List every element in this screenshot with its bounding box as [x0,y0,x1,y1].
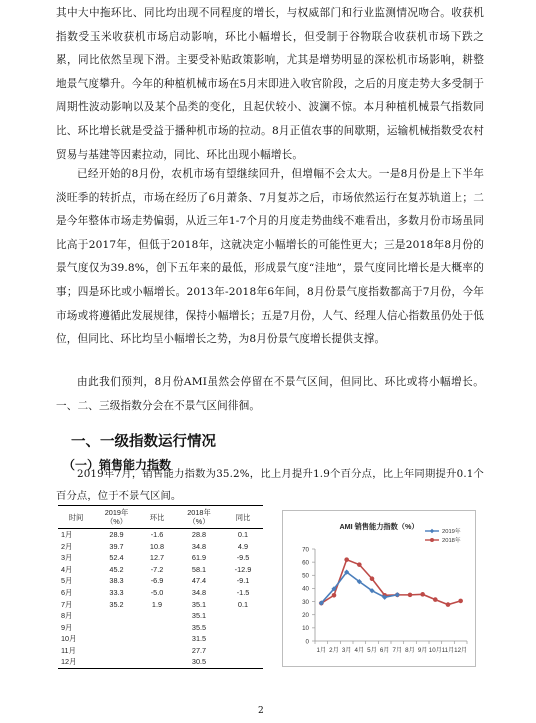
cell-2018: 35.5 [191,622,207,632]
cell-month: 10月 [61,634,77,644]
cell-2019: 38.3 [109,576,124,586]
table-row [58,621,263,633]
x-tick-label: 4月 [354,647,365,654]
table-row [58,552,263,564]
x-tick-label: 7月 [392,647,403,654]
legend-label-2018: 2018年 [442,538,461,545]
cell-yoy: -1.5 [236,588,250,597]
cell-yoy [223,644,263,656]
paragraph-sales-index: 2019年7月，销售能力指数为35.2%，比上月提升1.9个百分点，比上年同期提升0.1个百分点，位于不景气区间。 [56,468,484,502]
table-row [58,656,263,668]
paragraph-market-analysis: 其中大中拖环比、同比均出现不同程度的增长，与权威部门和行业监测情况吻合。收获机指数受玉米收获机市场启动影响，环比小幅增长，但受制于谷物联合收获机市场下跌之累，同比依然呈现下滑。主要受补贴政策影响，尤其是增势明显的深松机市场影响，耕整地景气度攀升。今年的种植机械市场在5月末即进入收官阶段，之后的月度走势大多受制于周期性波动影响以及某个品类的变化，且起伏较小、波澜不惊。本月种植机械景气指数同比、环比增长就是受益于播种机市场的拉动。8月正值农事的间歇期，运输机械指数受农村贸易与基建等因素拉动，同比、环比出现小幅增长。 [56,7,484,161]
table-body [58,529,263,669]
cell-yoy: -9.5 [236,553,250,563]
cell-2018: 47.4 [191,576,207,586]
data-point-2019 [395,592,400,597]
cell-month: 3月 [61,553,73,563]
cell-2018: 35.1 [191,611,207,621]
legend-marker-2018 [430,538,434,542]
cell-mom: -6.9 [150,576,164,586]
x-tick-label: 9月 [417,647,428,654]
paragraph-august-outlook: 已经开始的8月份，农机市场有望继续回升，但增幅不会太大。一是8月份是上下半年淡旺季的转折点，市场在经历了6月萧条、7月复苏之后，市场依然运行在复苏轨道上；二是今年整体市场走势偏弱，从近三年1-7个月的月度走势曲线不难看出，多数月份市场虽同比高于2017年，但低于2018年，这就决定小幅增长的可能性更大；三是2018年8月份的景气度仅为39.8%，创下五年来的最低，形成景气度“洼地”，景气度同比增长是大概率的事；四是环比或小幅增长。2013年-2018年6年间，8月份景气度指数都高于7月份，今年市场或将遵循此发展规律，保持小幅增长；五是7月份，人气、经理人信心指数虽仍处于低位，但同比、环比均呈小幅增长之势，为8月份景气度增长提供支撑。 [56,168,484,346]
x-tick-label: 6月 [379,647,390,654]
table-row [58,564,263,576]
table-row [58,610,263,622]
cell-yoy [223,621,263,633]
cell-2018: 34.8 [191,541,207,551]
header-2018 [175,506,223,529]
cell-month: 12月 [58,656,94,668]
cell-2018: 34.8 [191,588,207,597]
cell-yoy: -12.9 [234,564,252,574]
cell-month: 7月 [61,599,73,609]
cell-yoy [223,633,263,645]
cell-mom: -7.2 [150,564,164,574]
cell-month: 6月 [61,588,73,597]
header-2019 [94,506,139,529]
cell-2019: 35.2 [109,599,124,609]
cell-mom: -5.0 [150,588,164,597]
y-tick-label: 10 [302,625,309,633]
y-tick-label: 50 [302,572,309,580]
section-heading: 一、一级指数运行情况 [71,433,216,450]
chart-title: AMI 销售能力指数（%） [339,522,419,531]
chart-svg [283,511,475,666]
series-line-2018 [321,560,460,605]
data-point-2018 [357,562,362,567]
cell-yoy: 0.1 [237,599,249,609]
subsection-heading: （一）销售能力指数 [63,458,172,472]
cell-2019: 45.2 [109,564,124,574]
cell-mom [139,644,175,656]
data-point-2018 [408,593,413,598]
data-point-2018 [370,576,375,581]
cell-month: 9月 [61,622,73,632]
x-tick-label: 10月 [428,647,442,654]
header-time: 时间 [58,506,94,529]
cell-month: 11月 [61,645,76,655]
table-header-row [58,506,263,529]
cell-yoy [223,610,263,622]
y-tick-label: 0 [305,638,309,646]
data-point-2018 [433,597,438,602]
cell-2018: 35.1 [191,599,207,609]
cell-yoy: -9.1 [236,576,250,586]
table-row [58,529,263,541]
data-point-2018 [446,602,451,607]
cell-month: 8月 [61,611,73,621]
header-mom: 环比 [139,506,175,529]
cell-2019: 52.4 [109,553,124,563]
data-point-2018 [332,593,337,598]
cell-mom: 10.8 [149,541,165,551]
cell-mom: 1.9 [151,599,163,609]
cell-2018: 27.7 [191,645,207,655]
y-tick-label: 70 [302,546,309,554]
cell-month: 2月 [61,541,73,551]
paragraph-forecast: 由此我们预判，8月份AMI虽然会停留在不景气区间，但同比、环比或将小幅增长。一、二、三级指数分会在不景气区间徘徊。 [56,376,484,412]
cell-2019 [94,610,139,622]
cell-2019: 39.7 [109,541,124,551]
x-tick-label: 3月 [341,647,352,654]
y-tick-label: 30 [302,598,309,606]
x-tick-label: 8月 [405,647,415,654]
cell-2018: 30.5 [175,656,223,668]
cell-2019 [94,621,139,633]
cell-2018: 31.5 [191,634,207,644]
cell-mom: 12.7 [149,553,165,563]
cell-mom [139,610,175,622]
table-row [58,541,263,553]
y-tick-label: 40 [302,585,309,593]
legend-label-2019: 2019年 [442,529,461,536]
data-point-2018 [420,592,425,597]
cell-mom [139,621,175,633]
x-tick-label: 5月 [367,647,377,654]
cell-2018: 61.9 [191,553,207,563]
data-point-2018 [458,599,463,604]
cell-month: 4月 [61,564,73,574]
page-number: 2 [258,706,264,716]
sales-index-table [58,505,263,669]
cell-2018: 28.8 [191,530,207,540]
data-point-2018 [344,557,349,562]
cell-yoy [223,656,263,668]
table-row [58,575,263,587]
x-tick-label: 12月 [454,647,468,654]
table-row [58,598,263,610]
cell-mom: -1.6 [150,530,164,540]
legend-marker-2019 [430,529,434,533]
cell-2019 [94,656,139,668]
header-2019-text: 2019年 （%） [104,508,129,526]
cell-2019: 33.3 [109,588,124,597]
cell-mom [139,633,175,645]
x-tick-label: 1月 [316,647,327,654]
cell-month: 1月 [61,530,73,540]
x-tick-label: 11月 [441,647,455,654]
header-2018-text: 2018年 （%） [187,508,211,526]
cell-yoy: 0.1 [237,530,249,540]
table-row [58,644,263,656]
sales-index-chart [282,510,476,667]
y-tick-label: 20 [302,612,309,620]
cell-mom [139,656,175,668]
table-row [58,633,263,645]
header-yoy: 同比 [223,506,263,529]
cell-2019 [94,633,139,645]
cell-month: 5月 [61,576,73,586]
y-tick-label: 60 [302,559,309,567]
cell-2018: 58.1 [191,564,207,574]
cell-2019 [94,644,139,656]
cell-yoy: 4.9 [237,541,249,551]
x-tick-label: 2月 [329,647,339,654]
cell-2019: 28.9 [109,530,124,540]
table-row [58,587,263,599]
